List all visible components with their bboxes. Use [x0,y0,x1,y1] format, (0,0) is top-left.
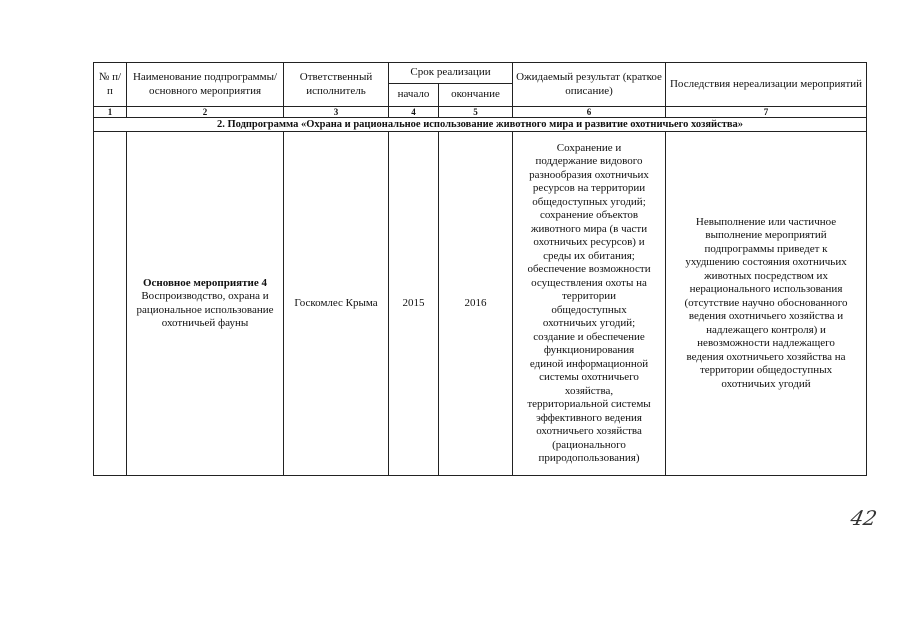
column-number: 5 [439,107,513,118]
activities-table [93,62,867,476]
result-line: обеспечение возможности [527,263,651,275]
header-executor: Ответственный исполнитель [284,63,389,107]
consequence-line: выполнение мероприятий [705,229,827,242]
consequence-line: невозможности надлежащего [697,337,835,350]
activity-cell [127,132,284,476]
consequence-line: подпрограммы приведет к [704,242,828,255]
start-year: 2015 [389,132,439,476]
result-line: охотничьего хозяйства [536,425,642,437]
header-term-start: начало [389,84,439,107]
activity-name: Воспроизводство, охрана и рациональное использование охотничьей фауны [136,290,274,329]
result-line: охотничьих угодий; [542,317,636,329]
consequence-line: территории общедоступных [699,364,833,377]
result-line: эффективного ведения [536,411,642,424]
result-line: разнообразия охотничьих [529,168,649,181]
result-line: хозяйства, [564,384,614,397]
column-number: 2 [127,107,284,118]
consequence-line: ведения охотничьего хозяйства и [688,310,844,323]
consequence-line: животных посредством их [704,269,828,282]
consequence-line: нерационального использования [689,283,843,296]
result-line: ресурсов на территории [532,182,646,194]
page-number: 42 [848,506,880,530]
column-number: 7 [666,107,867,118]
end-year: 2016 [439,132,513,476]
header-name: Наименование подпрограммы/ основного мероприятия [127,63,284,107]
consequence-cell [666,132,867,476]
expected-result-cell [513,132,666,476]
result-line: среды их обитания; [543,249,635,262]
result-line: создание и обеспечение [533,330,645,343]
result-line: (рационального [552,438,626,451]
column-number-row [94,107,867,118]
consequence-line: Невыполнение или частичное [695,215,837,228]
result-line: единой информационной [529,357,649,370]
result-line: природопользования) [538,452,640,464]
consequence-line: (отсутствие научно обоснованного [684,296,848,309]
column-number: 3 [284,107,389,118]
column-number: 1 [94,107,127,118]
executor-cell: Госкомлес Крыма [284,132,389,476]
column-number: 4 [389,107,439,118]
header-consequence: Последствия нереализации мероприятий [666,63,867,107]
header-result: Ожидаемый результат (краткое описание) [513,63,666,107]
result-line: общедоступных угодий; [532,195,646,208]
consequence-line: ухудшению состояния охотничьих [685,256,847,269]
header-term: Срок реализации [389,63,513,84]
activity-title: Основное мероприятие 4 [142,277,268,290]
result-line: функционирования [543,344,635,356]
consequence-line: ведения охотничьего хозяйства на [686,350,846,363]
table-row [94,132,867,476]
result-line: сохранение объектов [539,209,639,221]
header-term-end: окончание [439,84,513,107]
header-row [94,63,867,84]
consequence-line: надлежащего контроля) и [706,323,826,336]
result-line: охотничьих ресурсов) и [533,236,645,248]
result-line: поддержание видового [535,155,643,167]
section-row [94,118,867,132]
result-line: Сохранение и [556,141,622,154]
row-number [94,132,127,476]
result-line: общедоступных [551,303,627,316]
result-line: территории [562,290,617,302]
section-title: 2. Подпрограмма «Охрана и рациональное использование животного мира и развитие охотничьего хозяйства» [94,118,867,132]
result-line: осуществления охоты на [531,276,647,289]
result-line: животного мира (в части [530,222,648,235]
column-number: 6 [513,107,666,118]
result-line: системы охотничьего [539,371,639,383]
consequence-line: охотничьих угодий [721,377,811,390]
header-num: № п/п [94,63,127,107]
result-line: территориальной системы [527,398,651,410]
